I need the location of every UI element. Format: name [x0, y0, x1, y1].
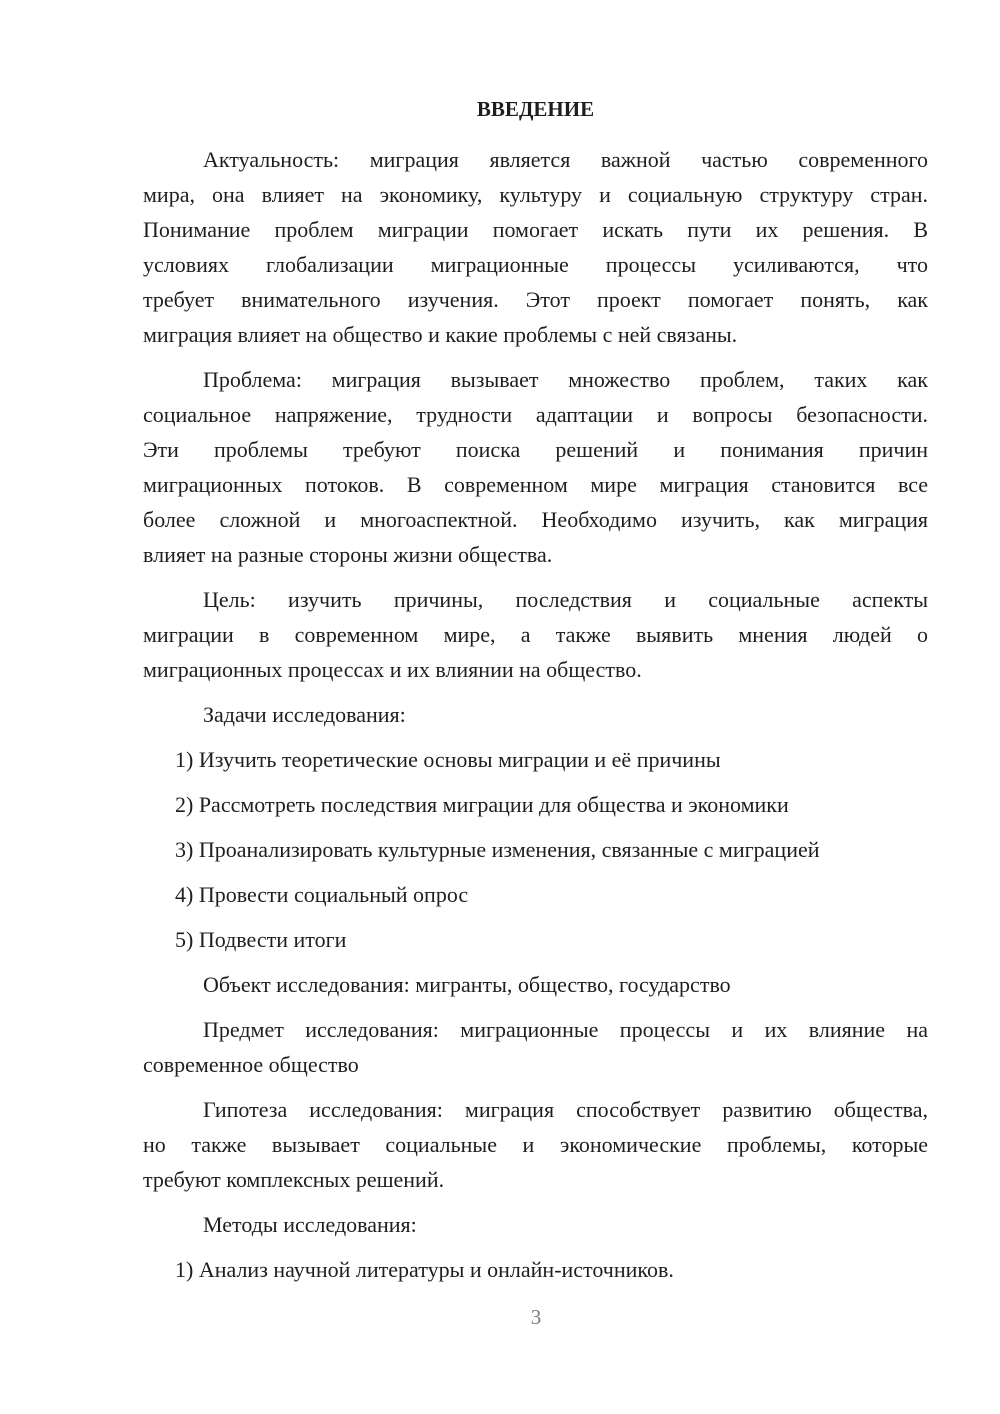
text-line: Предмет исследования: миграционные процессы и их влияние на [203, 1017, 928, 1042]
text-line: миграционных процессах и их влиянии на общество. [143, 657, 642, 682]
text-line: требуют комплексных решений. [143, 1167, 445, 1192]
text-line: Актуальность: миграция является важной частью современного [203, 147, 928, 172]
section-title: ВВЕДЕНИЕ [476, 97, 595, 121]
page-number: 3 [530, 1305, 542, 1329]
document-body [143, 142, 928, 1287]
text-line: требует внимательного изучения. Этот проект помогает понять, как [143, 287, 928, 312]
text-line: мира, она влияет на экономику, культуру и социальную структуру стран. [143, 182, 928, 207]
list-item [143, 877, 928, 912]
text-line: Эти проблемы требуют поиска решений и понимания причин [143, 437, 928, 462]
text-line: условиях глобализации миграционные процессы усиливаются, что [143, 252, 928, 277]
text-line: Цель: изучить причины, последствия и социальные аспекты [203, 587, 928, 612]
list-item [143, 787, 928, 822]
text-line: Проблема: миграция вызывает множество проблем, таких как [203, 367, 928, 392]
text-line: 4) Провести социальный опрос [175, 882, 469, 907]
paragraph [143, 1092, 928, 1197]
document-page [143, 92, 928, 1297]
text-line: миграция влияет на общество и какие проблемы с ней связаны. [143, 322, 738, 347]
paragraph [143, 1207, 928, 1242]
list-item [143, 1252, 928, 1287]
text-line: Методы исследования: [203, 1212, 417, 1237]
text-line: социальное напряжение, трудности адаптации и вопросы безопасности. [143, 402, 928, 427]
text-line: современное общество [143, 1052, 359, 1077]
paragraph [143, 142, 928, 352]
paragraph [143, 582, 928, 687]
text-line: Объект исследования: мигранты, общество, государство [203, 972, 731, 997]
paragraph [143, 697, 928, 732]
text-line: 2) Рассмотреть последствия миграции для общества и экономики [175, 792, 789, 817]
list-item [143, 832, 928, 867]
text-line: но также вызывает социальные и экономические проблемы, которые [143, 1132, 928, 1157]
text-line: 1) Изучить теоретические основы миграции и её причины [175, 747, 721, 772]
text-line: 5) Подвести итоги [175, 927, 347, 952]
text-line: миграционных потоков. В современном мире миграция становится все [143, 472, 928, 497]
paragraph [143, 362, 928, 572]
list-item [143, 742, 928, 777]
paragraph [143, 1012, 928, 1082]
text-line: Понимание проблем миграции помогает искать пути их решения. В [143, 217, 928, 242]
list-item [143, 922, 928, 957]
text-line: Задачи исследования: [203, 702, 406, 727]
text-line: влияет на разные стороны жизни общества. [143, 542, 553, 567]
text-line: миграции в современном мире, а также выявить мнения людей о [143, 622, 928, 647]
text-line: более сложной и многоаспектной. Необходимо изучить, как миграция [143, 507, 928, 532]
text-line: 1) Анализ научной литературы и онлайн-источников. [175, 1257, 674, 1282]
text-line: Гипотеза исследования: миграция способствует развитию общества, [203, 1097, 928, 1122]
paragraph [143, 967, 928, 1002]
text-line: 3) Проанализировать культурные изменения, связанные с миграцией [175, 837, 820, 862]
